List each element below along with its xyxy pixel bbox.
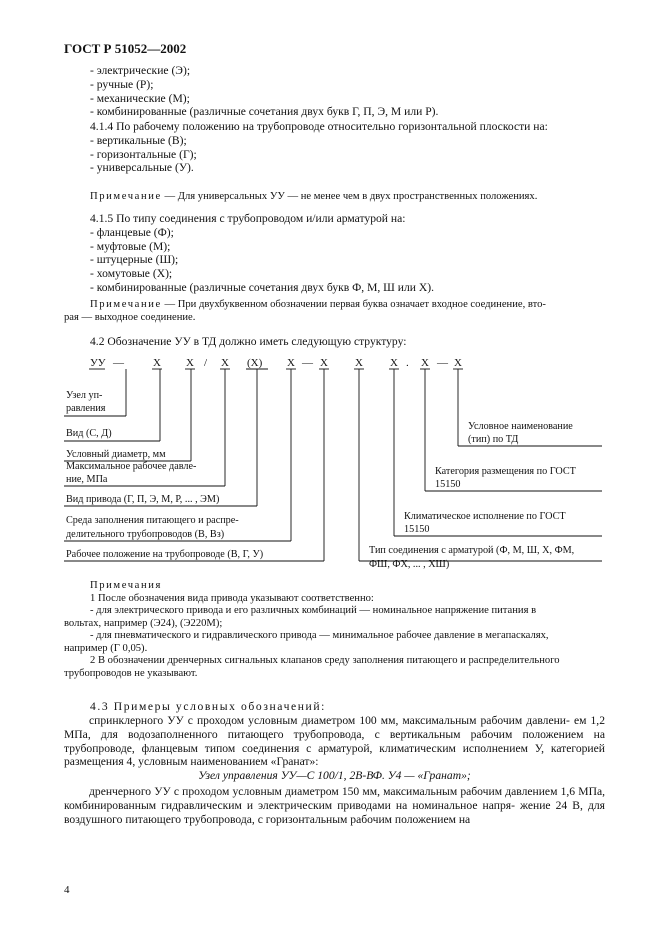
list-item: - вертикальные (В);: [90, 133, 187, 147]
code-x: Х: [320, 357, 328, 369]
label-drive: Вид привода (Г, П, Э, М, Р, ... , ЭМ): [66, 494, 220, 505]
example-paragraph-1: спринклерного УУ с проходом условным диаметром 100 мм, максимальным рабочим давлени- ем 1,2 МПа, для водозаполненного питающего трубопровода, с вертикальным рабочим положением на трубопроводе, фланцевым типом соединения с арматурой, климатическим исполнением У, категорией размещения 4, условным наименованием «Гранат»:: [64, 714, 605, 769]
section-4-2-title: 4.2 Обозначение УУ в ТД должно иметь следующую структуру:: [90, 335, 407, 348]
list-item: - ручные (Р);: [90, 77, 154, 91]
label-connection: ФШ, ФХ, ... , ХШ): [369, 559, 450, 570]
list-item: - универсальные (У).: [90, 161, 194, 175]
list-item: - хомутовые (Х);: [90, 267, 173, 281]
section-4-3-title: 4.3 Примеры условных обозначений:: [90, 700, 326, 713]
note-1: 1 После обозначения вида привода указывают соответственно:: [90, 592, 374, 604]
note-1a: вольтах, например (Э24), (Э220М);: [64, 617, 223, 629]
label-type: Вид (С, Д): [66, 428, 112, 439]
label-climate: Климатическое исполнение по ГОСТ: [404, 511, 566, 522]
note-text: рая — выходное соединение.: [64, 311, 196, 323]
section-title: 4.1.5 По типу соединения с трубопроводом и/или арматурой на:: [90, 212, 406, 225]
code-uu: УУ: [90, 357, 106, 369]
example-designation: Узел управления УУ—С 100/1, 2В-ВФ. У4 — «Гранат»;: [198, 769, 471, 782]
code-x: Х: [186, 357, 194, 369]
example-paragraph-2: дренчерного УУ с проходом условным диаметром 150 мм, максимальным рабочим давлением 1,6 МПа, комбинированным гидравлическим и электрическим приводами на номинальное напря- жение 24 В, для воздушного питающего трубопровода, с горизонтальным рабочим положением на: [64, 785, 605, 826]
label-node: равления: [66, 403, 106, 414]
note-1b: например (Г 0,05).: [64, 642, 148, 654]
code-dot: .: [406, 357, 409, 369]
note-text: — Для универсальных УУ — не менее чем в двух пространственных положениях.: [161, 191, 538, 202]
code-x: Х: [390, 357, 398, 369]
page-number: 4: [64, 884, 70, 896]
code-x: Х: [421, 357, 429, 369]
label-climate: 15150: [404, 524, 430, 535]
section-title: 4.1.4 По рабочему положению на трубопроводе относительно горизонтальной плоскости на:: [90, 120, 548, 133]
label-connection: Тип соединения с арматурой (Ф, М, Ш, Х, ФМ,: [369, 545, 575, 556]
code-x: Х: [287, 357, 295, 369]
list-item: - муфтовые (М);: [90, 239, 171, 253]
code-x: Х: [221, 357, 229, 369]
label-category: Категория размещения по ГОСТ: [435, 466, 576, 477]
list-item: - комбинированные (различные сочетания двух букв Ф, М, Ш или Х).: [90, 280, 434, 294]
code-dash: —: [302, 357, 313, 369]
label-medium: Среда заполнения питающего и распре-: [66, 515, 239, 526]
notes-block: [90, 580, 605, 605]
label-name: Условное наименование: [468, 421, 573, 432]
code-x: Х: [355, 357, 363, 369]
note-2: 2 В обозначении дренчерных сигнальных клапанов среду заполнения питающего и распределительного: [90, 655, 560, 667]
label-diameter: Условный диаметр, мм: [66, 449, 166, 460]
code-dash: —: [113, 357, 124, 369]
note-1a: - для электрического привода и его различных комбинаций — номинальное напряжение питания в: [90, 605, 537, 616]
label-pressure: Максимальное рабочее давле-: [66, 461, 197, 472]
code-dash: —: [437, 357, 448, 369]
code-x: Х: [153, 357, 161, 369]
label-category: 15150: [435, 479, 461, 490]
list-item: - электрические (Э);: [90, 64, 191, 77]
notes-heading: Примечания: [90, 580, 162, 591]
label-pressure: ние, МПа: [66, 474, 108, 485]
list-item: - комбинированные (различные сочетания двух букв Г, П, Э, М или Р).: [90, 105, 439, 119]
label-node: Узел уп-: [66, 390, 103, 401]
code-x: Х: [454, 357, 462, 369]
list-item: - фланцевые (Ф);: [90, 225, 174, 239]
note-label: Примечание: [90, 299, 162, 310]
code-slash: /: [204, 357, 208, 369]
notes-body: [64, 605, 605, 681]
note-2: трубопроводов не указывают.: [64, 667, 198, 679]
label-medium: делительного трубопроводов (В, Вз): [66, 529, 225, 540]
list-item: - штуцерные (Ш);: [90, 253, 179, 267]
note-label: Примечание: [90, 191, 162, 202]
label-position: Рабочее положение на трубопроводе (В, Г, У): [66, 549, 264, 560]
list-item: - механические (М);: [90, 91, 190, 105]
list-item: - горизонтальные (Г);: [90, 147, 197, 161]
note-text: — При двухбуквенном обозначении первая буква означает входное соединение, вто-: [161, 299, 546, 310]
label-name: (тип) по ТД: [468, 434, 519, 445]
code-x-paren: (Х): [247, 357, 263, 369]
document-header: ГОСТ Р 51052—2002: [64, 41, 187, 56]
note-1b: - для пневматического и гидравлического привода — минимальное рабочее давление в мегапаскалях,: [90, 630, 549, 642]
